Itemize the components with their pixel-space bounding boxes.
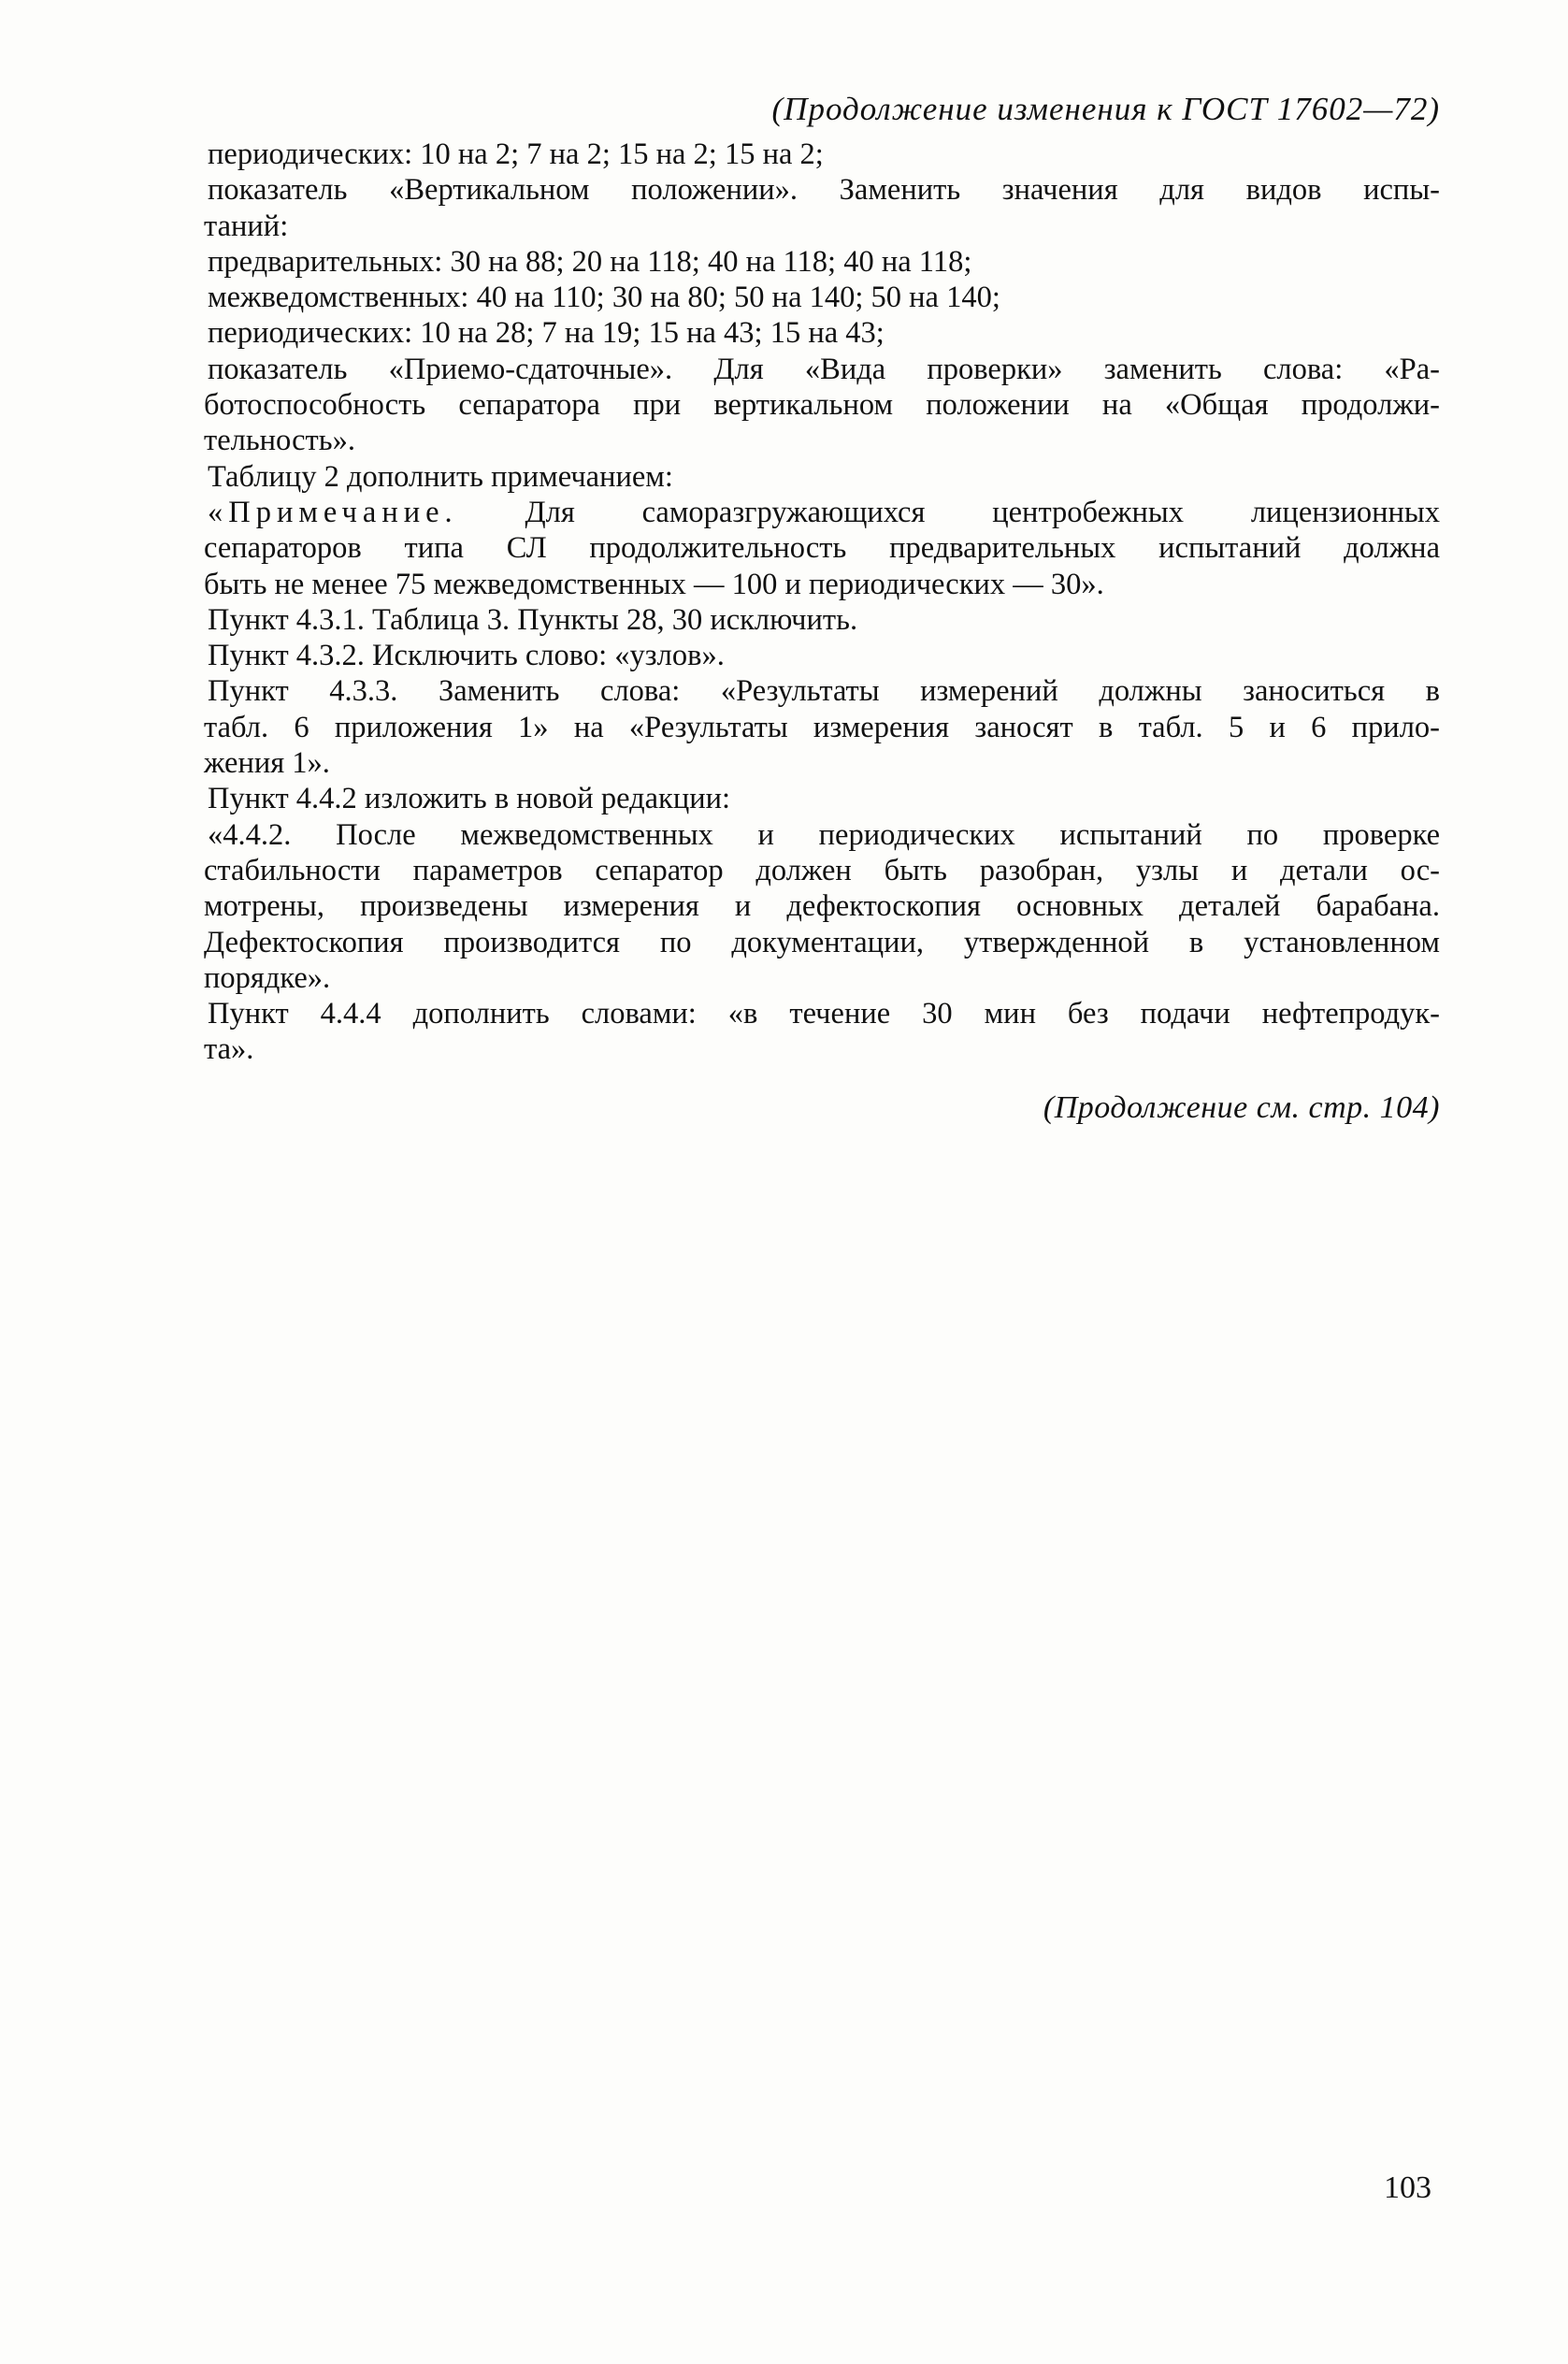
text-line: межведомственных: 40 на 110; 30 на 80; 50 на 140; 50 на 140; <box>208 281 1000 315</box>
text-line: показатель «Вертикальном положении». Заменить значения для видов испы- <box>208 173 1440 208</box>
text-line: периодических: 10 на 2; 7 на 2; 15 на 2; 15 на 2; <box>208 137 824 171</box>
text-line: таний: <box>204 209 289 243</box>
text-line: «Примечание. Для саморазгружающихся центробежных лицензионных <box>208 495 1440 529</box>
text-line: сепараторов типа СЛ продолжительность предварительных испытаний должна <box>204 531 1440 566</box>
text-line: Пункт 4.4.2 изложить в новой редакции: <box>208 782 731 816</box>
text-line: табл. 6 приложения 1» на «Результаты измерения заносят в табл. 5 и 6 прило- <box>204 710 1440 744</box>
text-line: Дефектоскопия производится по документации, утвержденной в установленном <box>204 925 1440 959</box>
text-line: Пункт 4.3.1. Таблица 3. Пункты 28, 30 исключить. <box>208 602 858 637</box>
text-line: та». <box>204 1032 254 1067</box>
text-line: предварительных: 30 на 88; 20 на 118; 40 на 118; 40 на 118; <box>208 244 972 279</box>
running-header: (Продолжение изменения к ГОСТ 17602—72) <box>771 91 1440 127</box>
text-line: ботоспособность сепаратора при вертикальном положении на «Общая продолжи- <box>204 388 1440 423</box>
body-text <box>204 137 1440 1068</box>
page-number: 103 <box>1384 2170 1431 2205</box>
text-line: периодических: 10 на 28; 7 на 19; 15 на 43; 15 на 43; <box>208 316 885 351</box>
text-line: Таблицу 2 дополнить примечанием: <box>208 459 673 494</box>
text-line: тельность». <box>204 424 355 458</box>
text-line: жения 1». <box>204 746 330 781</box>
text-line: Пункт 4.4.4 дополнить словами: «в течение 30 мин без подачи нефтепродук- <box>208 997 1440 1031</box>
text-line: порядке». <box>204 960 331 995</box>
text-line: Пункт 4.3.3. Заменить слова: «Результаты измерений должны заноситься в <box>208 674 1440 709</box>
text-line: «4.4.2. После межведомственных и периодических испытаний по проверке <box>208 817 1440 852</box>
text-line: Пункт 4.3.2. Исключить слово: «узлов». <box>208 639 725 673</box>
text-line: показатель «Приемо-сдаточные». Для «Вида проверки» заменить слова: «Ра- <box>208 352 1440 386</box>
text-line: мотрены, произведены измерения и дефектоскопия основных деталей барабана. <box>204 889 1440 924</box>
text-line: быть не менее 75 межведомственных — 100 и периодических — 30». <box>204 567 1104 601</box>
text-column <box>204 86 1440 1132</box>
continuation-note: (Продолжение см. стр. 104) <box>1043 1089 1440 1125</box>
text-line: стабильности параметров сепаратор должен быть разобран, узлы и детали ос- <box>204 853 1440 887</box>
